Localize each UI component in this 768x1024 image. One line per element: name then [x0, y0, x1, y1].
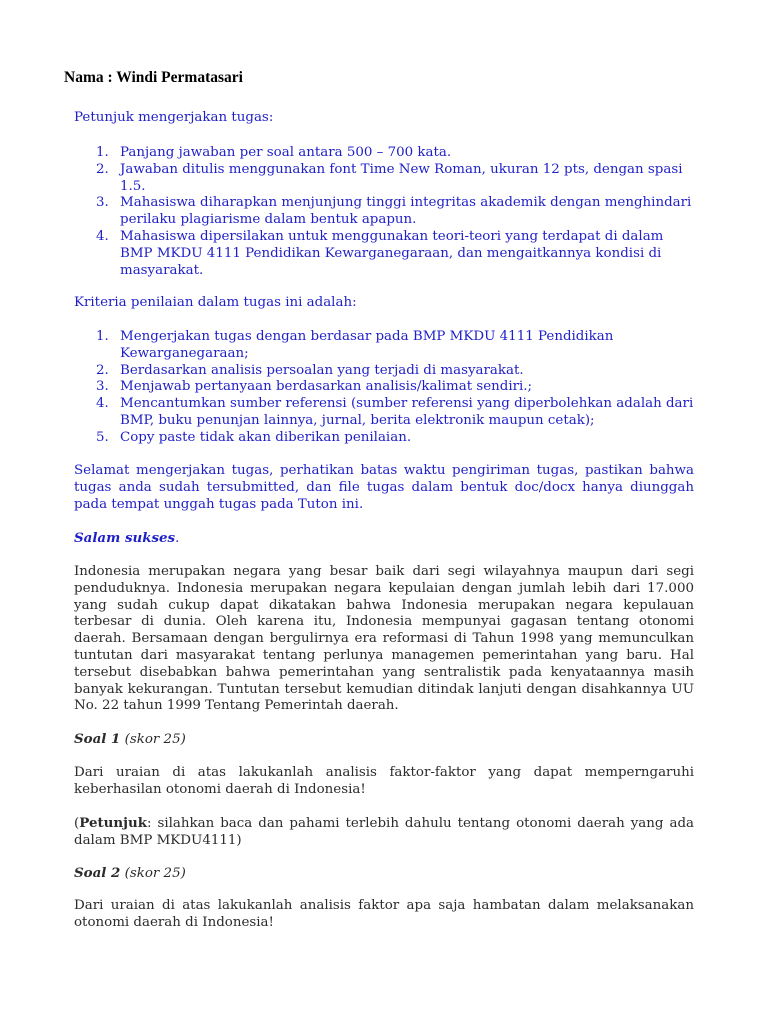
- list-item-text: Mahasiswa dipersilakan untuk menggunakan teori-teori yang terdapat di dalam BMP MKDU 4111 Pendidikan Kewarganegaraan, dan mengaitkannya kondisi di masyarakat.: [120, 228, 664, 278]
- list-item-text: Jawaban ditulis menggunakan font Time New Roman, ukuran 12 pts, dengan spasi 1.5.: [120, 161, 683, 194]
- list-item-text: Mengerjakan tugas dengan berdasar pada BMP MKDU 4111 Pendidikan Kewarganegaraan;: [120, 329, 614, 361]
- soal-1-score: (skor 25): [124, 732, 186, 747]
- closing-paragraph: Selamat mengerjakan tugas, perhatikan batas waktu pengiriman tugas, pastikan bahwa tugas anda sudah tersubmitted, dan file tugas dalam bentuk doc/docx hanya diunggah pada tempat unggah tugas pada Tuton ini.: [74, 463, 694, 512]
- list-item-number: 1.: [96, 329, 109, 344]
- list-item-number: 3.: [96, 379, 109, 395]
- hint-label: Petunjuk: [79, 815, 147, 831]
- list-item-text: Mahasiswa diharapkan menjunjung tinggi integritas akademik dengan menghindari perilaku plagiarisme dalam bentuk apapun.: [120, 195, 692, 228]
- list-item: [74, 329, 694, 363]
- list-item-number: 3.: [96, 195, 109, 211]
- list-item-number: 2.: [96, 161, 109, 177]
- instructions-title: Petunjuk mengerjakan tugas: [74, 110, 269, 125]
- list-item-text: Berdasarkan analisis persoalan yang terjadi di masyarakat.: [120, 362, 524, 378]
- case-paragraph: Indonesia merupakan negara yang besar baik dari segi wilayahnya maupun dari segi penduduknya. Indonesia merupakan negara kepulaian dengan jumlah lebih dari 17.000 yang sudah cukup dapat dikatakan bahwa Indonesia merupakan negara kepulauan terbesar di dunia. Oleh karena itu, Indonesia mempunyai gagasan tentang otonomi daerah. Bersamaan dengan bergulirnya era reformasi di Tahun 1998 yang memunculkan tuntutan dari masyarakat tentang perlunya managemen pemerintahan yang baru. Hal tersebut disebabkan bahwa pemerintahan yang sentralistik pada kenyataannya masih banyak kekurangan. Tuntutan tersebut kemudian ditindak lanjuti dengan disahkannya UU No. 22 tahun 1999 Tentang Pemerintah daerah.: [74, 564, 694, 714]
- salam-line: [74, 530, 694, 548]
- hint-text: : silahkan baca dan pahami terlebih dahulu tentang otonomi daerah yang ada dalam BMP MKDU4111): [74, 816, 694, 848]
- list-item: [74, 195, 694, 229]
- list-item-number: 4.: [96, 228, 109, 244]
- list-item: [74, 145, 694, 162]
- criteria-list: [74, 329, 694, 447]
- list-item-text: Mencantumkan sumber referensi (sumber referensi yang diperbolehkan adalah dari BMP, buku penunjan lainnya, jurnal, berita elektronik maupun cetak);: [120, 396, 694, 428]
- list-item-number: 1.: [96, 145, 109, 160]
- salam-text: Salam sukses: [74, 530, 176, 546]
- hint-open: (: [74, 816, 80, 831]
- soal-2-label: Soal 2: [74, 865, 121, 881]
- soal-1-question: Dari uraian di atas lakukanlah analisis faktor-faktor yang dapat memperngaruhi keberhasilan otonomi daerah di Indonesia!: [74, 765, 694, 797]
- list-item: [74, 363, 694, 380]
- instructions-heading: [74, 110, 694, 127]
- list-item: [74, 396, 694, 430]
- salam-suffix: .: [175, 531, 180, 546]
- criteria-heading: Kriteria penilaian dalam tugas ini adalah:: [74, 295, 357, 310]
- list-item-text: Copy paste tidak akan diberikan penilaian.: [120, 429, 412, 445]
- list-item: [74, 162, 694, 196]
- list-item: [74, 229, 694, 279]
- soal-2-score: (skor 25): [124, 866, 186, 881]
- list-item-number: 5.: [96, 429, 109, 445]
- list-item-number: 2.: [96, 362, 109, 378]
- soal-2-question: Dari uraian di atas lakukanlah analisis faktor apa saja hambatan dalam melaksanakan otonomi daerah di Indonesia!: [74, 898, 694, 930]
- list-item-text: Panjang jawaban per soal antara 500 – 700 kata.: [120, 145, 452, 160]
- soal-2-heading: [74, 865, 694, 883]
- list-item: [74, 379, 694, 396]
- soal-1-label: Soal 1: [74, 731, 121, 747]
- soal-1-heading: [74, 731, 694, 749]
- student-name: Nama : Windi Permatasari: [64, 69, 243, 86]
- instructions-title-suffix: :: [268, 110, 274, 125]
- list-item: [74, 430, 694, 447]
- soal-1-hint: [74, 815, 694, 850]
- list-item-text: Menjawab pertanyaan berdasarkan analisis/kalimat sendiri.;: [120, 379, 533, 395]
- list-item-number: 4.: [96, 396, 109, 412]
- instructions-list: [74, 145, 694, 279]
